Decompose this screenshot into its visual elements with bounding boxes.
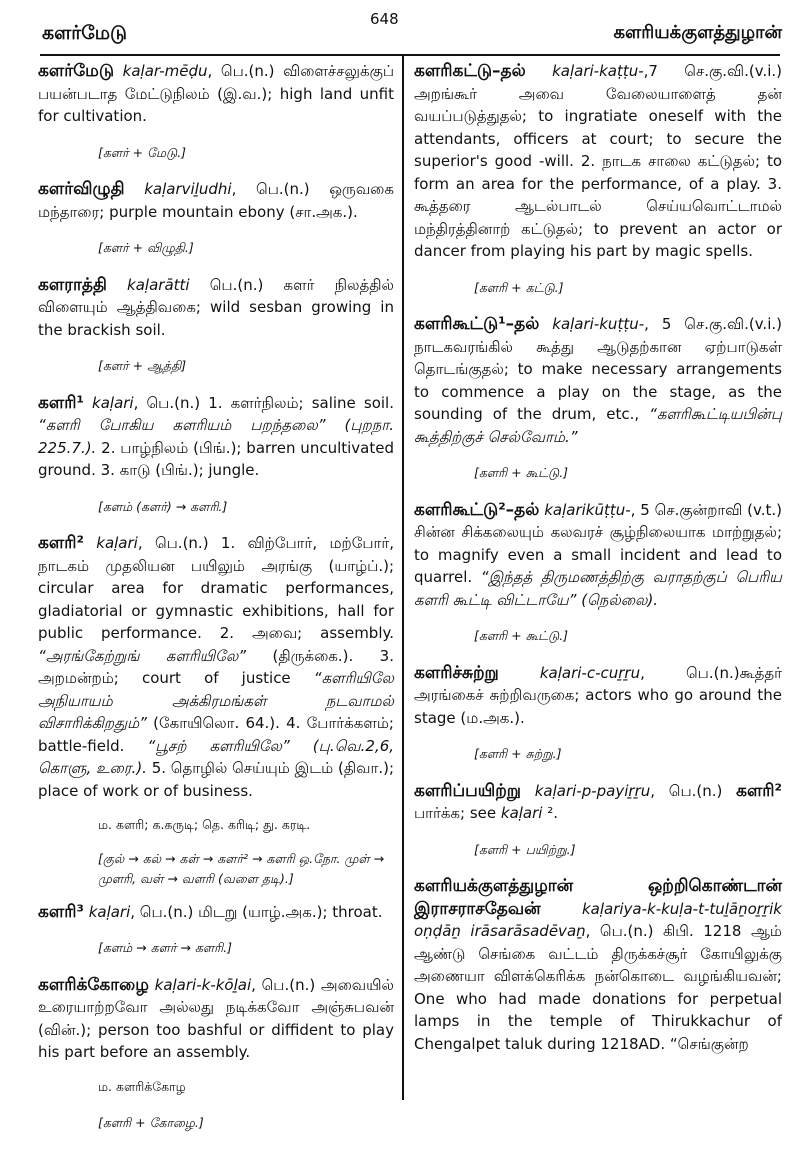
page-number: 648 [370,10,399,28]
etymology: [களரி + கூட்டு.] [474,628,569,643]
left-column [38,60,394,1149]
quotation: “பூசற் களரியிலே” (பு.வெ.2,6, கொளு, உரை.). [38,736,395,777]
transliteration: kaḷari-k-kōḻai [154,975,252,994]
definition: , பெ.(n.) மிடறு (யாழ்.அக.); throat. [130,902,383,921]
definition: , பெ.(n.) [650,781,737,800]
entry-kalarikuttu-2 [414,499,782,612]
column-divider [402,56,404,1100]
page-header [0,0,800,48]
definition: , பெ.(n.) 1. விற்போர், மற்போர், நாடகம் முதலியன பயிலும் அரங்கு (யாழ்ப்.); circular area for dramatic performances, gladiatorial or gymnastic exhibitions, hall for public performance. 2. அவை; assembly. [38,534,394,642]
entry-kalaricchurru [414,662,782,730]
etymology: [களரி + பயிற்று.] [474,841,576,857]
entry-kalariyakkulatthuzhan [414,875,782,1055]
etymology: [களர் + ஆத்தி] [98,358,187,373]
cognates: ம. களரி; க.கருடி; தெ. கரிடி; து. கரடி. [98,817,311,832]
quotation: “இந்தத் திருமணத்திற்கு வராதற்குப் பெரிய களரி கூட்டி விட்டாயே” (நெல்லை). [414,568,782,609]
entry-kalarippayirru [414,780,782,825]
quotation: “அரங்கேற்றுங் களரியிலே” [38,646,247,665]
etymology: [களரி + சுற்று.] [474,746,562,761]
etymology: [களரி + கட்டு.] [474,279,564,295]
etymology: [களம் (களர்) → களரி.] [98,498,228,514]
headword: களரி¹ [38,392,84,413]
entry-kalarmedu [38,60,394,128]
definition: , பெ.(n.) விளைச்சலுக்குப் பயன்படாத மேட்டுநிலம் (இ.வ.); high land unfit for cultivation. [38,62,394,125]
header-rule [40,54,780,56]
transliteration: kaḷarātti [127,275,190,294]
entry-kalarikkozhai [38,974,394,1064]
transliteration: kaḷarikūṭṭu- [544,500,631,519]
etymology: [களர் + மேடு.] [98,144,187,160]
entry-kalari-2 [38,532,394,802]
transliteration: kaḷar-mēḍu [122,62,208,80]
entry-kalari-3 [38,901,394,924]
entry-kalarikuttu-1 [414,313,782,448]
quotation: “களரிகூட்டியபின்பு கூத்திற்குச் செல்வோம்.” [414,405,782,446]
transliteration: kaḷari-p-payiṟṟu [534,781,651,800]
definition: , 5 செ.கு.வி.(v.i.) நாடகவரங்கில் கூத்து ஆடுதற்கான ஏற்பாடுகள் தொடங்குதல்; to make necessary arrangements to commence a play on the stage, as the sounding of the drum, etc., [414,315,782,423]
headword: களராத்தி [38,274,107,295]
definition: 5. தொழில் செய்யும் இடம் (திவா.); place of work or of business. [38,759,395,800]
cross-reference: களரி² [736,780,782,801]
definition: பார்க்க; see [414,804,501,822]
etymology: [களர் + விழுதி.] [98,240,194,255]
headword: களரிக்கோழை [38,974,149,995]
definition: , பெ.(n.)கூத்தர் அரங்கைச் சுற்றிவருகை; actors who go around the stage (ம.அக.). [414,663,782,727]
headword: களர்விழுதி [38,179,125,199]
quotation: “களரி போகிய களரியம் பறந்தலை” (புறநா. 225.7.). [38,416,394,457]
right-column [414,60,782,1055]
see-also-superscript: ². [542,804,559,822]
definition: , பெ.(n.) கிபி. 1218 ஆம் ஆண்டு செங்கை வட்டம் திருக்கச்சூர் கோயிலுக்கு அணையா விளக்கெரிக்க நன்கொடை வழங்கியவன்; One who had made donations for perpetual lamps in the temple of Thirukkachur of Chengalpet taluk during 1218AD. “செங்குன்ற [414,922,782,1053]
headword: களரிகூட்டு²–தல் [414,499,540,520]
definition: , பெ.(n.) அவையில் உரையாற்றவோ அல்லது நடிக்கவோ அஞ்சுபவன் (வின்.); person too bashful or diffident to play his part before an assembly. [38,975,394,1061]
transliteration: kaḷarviḻudhi [144,180,232,198]
headword: களரி³ [38,901,84,922]
definition: , பெ.(n.) 1. களர்நிலம்; saline soil. [133,393,394,412]
entry-kalaratti [38,274,394,342]
headword: களரிச்சுற்று [414,662,499,683]
definition: (கோயிலொ. 64.). 4. போர்க்களம்; battle-field. [38,714,394,755]
etymology: [களரி + கூட்டு.] [474,465,569,480]
definition: ,7 செ.கு.வி.(v.i.) அறங்கூர் அவை வேலையாளைத் தன் வயப்படுத்துதல்; to ingratiate oneself with the attendants, officers at court; to secure the superior's good -will. 2. நாடக சாலை கட்டுதல்; to form an area for the performance, of a play. 3. கூத்தரை ஆடல்பாடல் செய்யவொட்டாமல் மந்திரத்தினாற் கட்டுதல்; to prevent an actor or dancer from playing his part by magic spells. [414,62,782,260]
headword: களரியக்குளத்துழான் ஒற்றிகொண்டான் இராசராசதேவன் [414,876,782,919]
header-left-guideword: களர்மேடு [42,22,127,44]
cognates: ம. களரிக்கோழ [98,1078,186,1094]
entry-kalarikattu [414,60,782,263]
transliteration: kaḷari [88,902,131,921]
headword: களரி² [38,533,84,553]
quotation: “களரியிலே அநியாயம் அக்கிரமங்கள் நடவாமல் விசாரிக்கிறதும்” [38,669,394,732]
definition: , பெ.(n.) ஒருவகை மந்தாரை; purple mountain ebony (சா.அக.). [38,180,394,221]
etymology: [களரி + கோழை.] [98,1115,204,1130]
definition: 2. பாழ்நிலம் (பிங்.); barren uncultivated ground. 3. காடு (பிங்.); jungle. [38,438,394,479]
definition: பெ.(n.) களர் நிலத்தில் விளையும் ஆத்திவகை; wild sesban growing in the brackish soil. [38,275,394,339]
headword: களரிகட்டு–தல் [414,61,526,81]
etymology: [குல் → கல் → கள் → களர்² → களரி ஒ.நோ. முள் → முளரி, வள் → வளரி (வளை தடி).] [98,850,385,886]
transliteration: kaḷari-kuṭṭu- [552,315,645,333]
entry-kalari-1 [38,392,394,482]
entry-kalarviludhi [38,178,394,223]
headword: களரிகூட்டு¹–தல் [414,314,540,334]
see-also: kaḷari [500,804,543,822]
definition: , 5 செ.குன்றாவி (v.t.) சின்ன சிக்கலையும் கலவரச் சூழ்நிலையாக மாற்றுதல்; to magnify even a small incident and lead to quarrel. [414,500,782,586]
transliteration: kaḷari [96,534,138,552]
headword: களரிப்பயிற்று [414,780,521,801]
headword: களர்மேடு [38,61,115,81]
transliteration: kaḷariya-k-kuḷa-t-tuḻāṉoṟṟik oṇḍāṉ irāsarāsadēvaṉ [414,899,782,940]
etymology: [களம் → களர் → களரி.] [98,940,232,955]
definition: (திருக்கை.). 3. அறமன்றம்; court of justice [38,646,394,687]
transliteration: kaḷari-kaṭṭu- [552,62,644,80]
header-right-guideword: களரியக்குளத்துழான் [613,22,782,43]
transliteration: kaḷari-c-cuṟṟu [539,663,641,682]
transliteration: kaḷari [92,393,134,412]
